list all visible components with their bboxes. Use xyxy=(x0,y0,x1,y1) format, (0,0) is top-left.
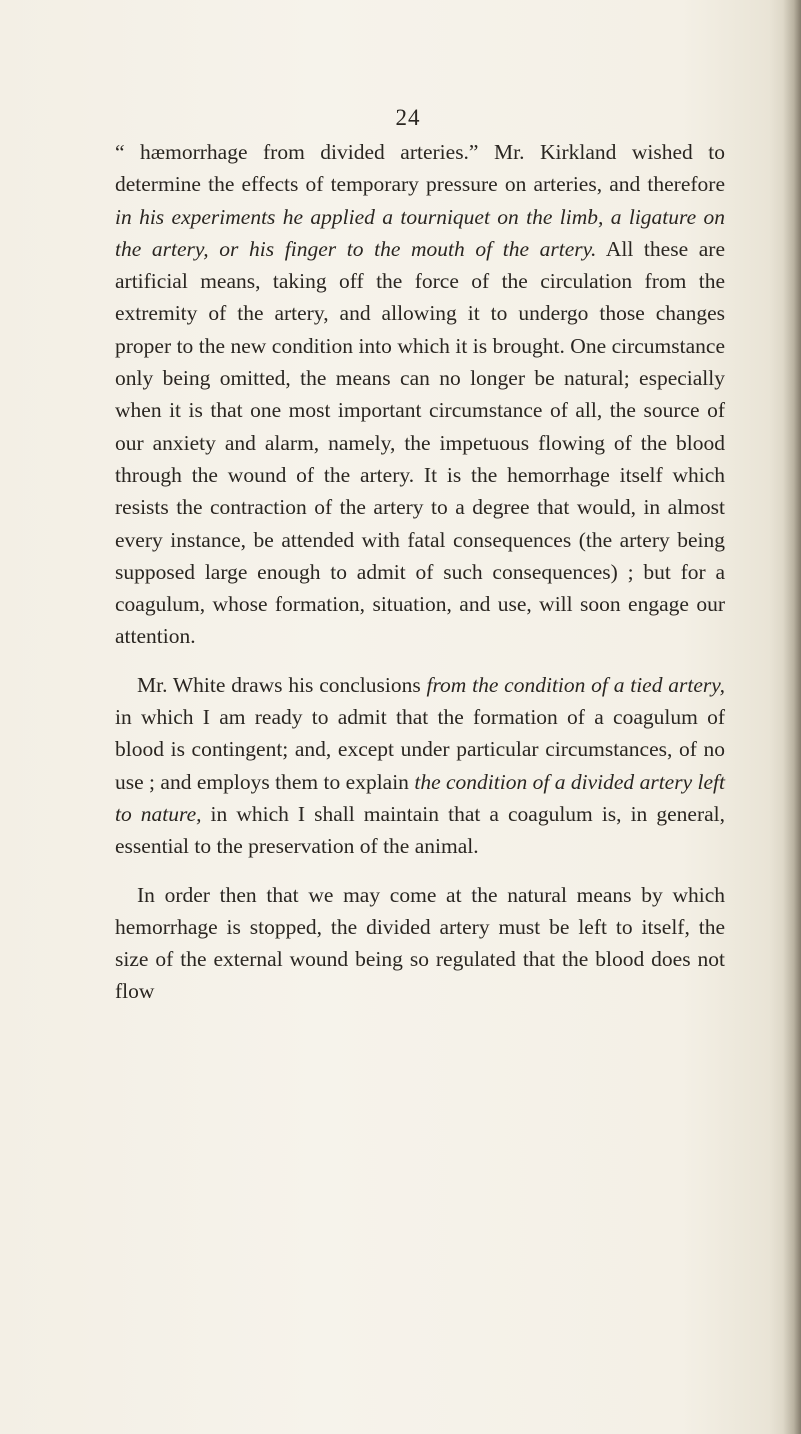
paragraph-2-text-a: Mr. White draws his conclusions xyxy=(137,672,427,697)
paragraph-3-text: In order then that we may come at the natural means by which hemorrhage is stopped, the divided artery must be left to itself, the size of the external wound being so regulated that the blood does not flow xyxy=(115,882,725,1004)
paragraph-2-text-b: in which I am ready to admit that the formation of a coagulum of blood is contingent; and, except under particular circumstances, of no use ; and employs them to explain xyxy=(115,705,725,794)
paragraph-1-italic: in his experiments he applied a tourniquet on the limb, a ligature on the artery, or his finger to the mouth of the artery. xyxy=(115,204,725,261)
paragraph-2-italic-b: the condition of a divided artery left to nature, xyxy=(115,769,725,826)
page-edge-shadow xyxy=(783,0,801,1434)
paragraph-3 xyxy=(115,879,725,1008)
body-text xyxy=(115,136,725,1008)
paragraph-1 xyxy=(115,136,725,653)
paragraph-2-text-c: in which I shall maintain that a coagulum is, in general, essential to the preservation of the animal. xyxy=(115,801,726,859)
page-number: 24 xyxy=(395,105,421,130)
paragraph-1-text-a: “ hæmorrhage from divided arteries.” Mr. Kirkland wished to determine the effects of temporary pressure on arteries, and therefore xyxy=(115,140,725,197)
paragraph-2 xyxy=(115,669,725,863)
paragraph-2-italic-a: from the condition of a tied artery, xyxy=(426,672,725,697)
paragraph-1-text-b: All these are artificial means, taking off the force of the circulation from the extremity of the artery, and allowing it to undergo those changes proper to the new condition into which it is brought. One circumstance only being omitted, the means can no longer be natural; especially when it is that one most important circumstance of all, the source of our anxiety and alarm, namely, the impetuous flowing of the blood through the wound of the artery. It is the hemorrhage itself which resists the contraction of the artery to a degree that would, in almost every instance, be attended with fatal consequences (the artery being supposed large enough to admit of such consequences) ; but for a coagulum, whose formation, situation, and use, will soon engage our attention. xyxy=(115,236,725,649)
